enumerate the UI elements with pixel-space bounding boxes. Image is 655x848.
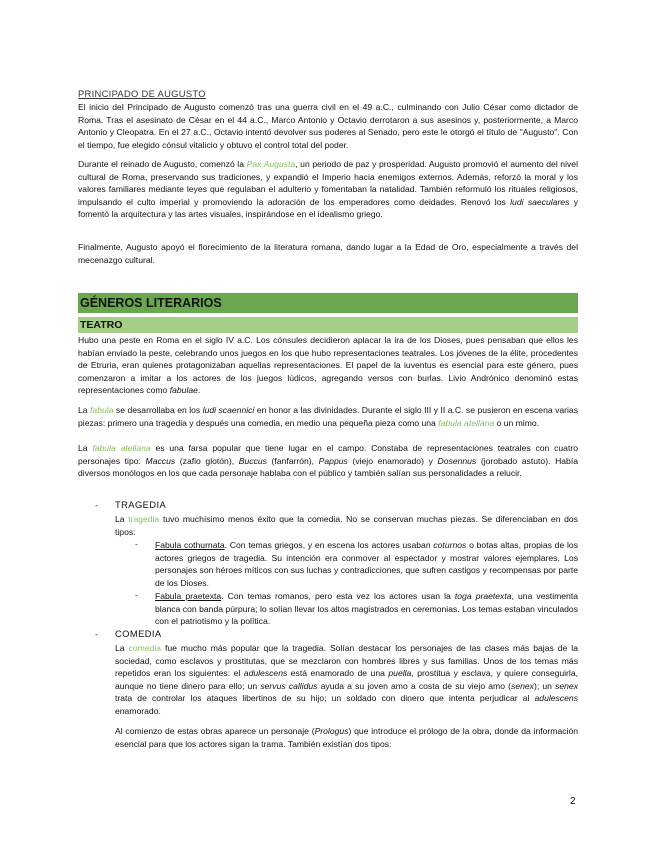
paragraph-principado <box>78 101 578 151</box>
term-fabula-praetexta: Fabula praetexta <box>155 591 222 601</box>
text: enamorado. <box>115 705 161 716</box>
term-prologus: Prologus <box>314 726 349 736</box>
text: La <box>115 514 129 524</box>
paragraph-praetexta <box>155 590 578 628</box>
term-fabula-cothurnata: Fabula cothurnata <box>155 540 225 550</box>
text: se desarrollaba en los <box>113 405 203 415</box>
text: (zafio glotón), <box>175 455 239 466</box>
text: La <box>78 405 91 415</box>
paragraph-3: Finalmente, Augusto apoyó el florecimiento de la literatura romana, dando lugar a la Edad de Oro, especialmente a través del mecenazgo cultural. <box>78 242 578 265</box>
text: ayuda a su joven amo a costa de su viejo amo ( <box>317 680 512 691</box>
term-fabula: fabula <box>90 405 114 415</box>
heading-tragedia: TRAGEDIA <box>115 499 167 510</box>
bullet-dash: - <box>135 590 138 600</box>
text: (jorobado astuto). Había diversos monólogos en los que cada personaje hablaba con el público y también salían sus personalidades a relucir. <box>78 455 578 479</box>
term-ludi: ludi saeculares <box>510 196 570 207</box>
text: fue mucho más popular que la tragedia. Solían destacar los personajes de las clases más bajas de la sociedad, como esclavos y prostitutas, que se mezclaron con hombres libres y sus familias. Unos de los temas más repetidos eran los siguientes: el <box>115 643 578 679</box>
paragraph-fabula <box>78 404 578 429</box>
heading-generos-literarios: GÉNEROS LITERARIOS <box>78 293 578 313</box>
text: , una vestimenta blanca con banda púrpura; lo solían llevar los altos magistrados en ceremonias. Los temas estaban vinculados con el patriotismo y la política. <box>155 591 578 627</box>
text: . Con temas griegos, y en escena los actores usaban <box>224 540 434 550</box>
list-item-praetexta <box>155 590 578 628</box>
bullet-dash: - <box>95 500 98 510</box>
paragraph-6 <box>78 442 578 480</box>
text: Hubo una peste en Roma en el siglo IV a.C. Los cónsules decidieron aplacar la ira de los Dioses, pues pensaban que ellos les habían enviado la peste, celebrando unos juegos en los que hubo representaciones teatrales. Los jóvenes de la élite, procedentes de Etruria, eran quienes protagonizaban aquellas representaciones. El papel de la iuventus es esencial para este género, pues comenzaron a imitar a los actores de los juegos lúdicos, agregando versos con burlas. Livio Andrónico denominó estas representaciones como <box>78 335 578 396</box>
text: en honor a las divinidades. Durante el siglo III y II a.C. se pusieron en escena varias piezas: primero una tragedia y después una comedia, en medio una pequeña pieza como una <box>78 405 579 428</box>
text: , prostitua y esclava, y quiere conseguirla, aunque no tiene dinero para ello; un <box>115 668 578 691</box>
term-servus-callidus: servus callidus <box>260 680 318 691</box>
paragraph-tragedia <box>115 513 578 538</box>
paragraph-comedia-text <box>115 642 578 718</box>
paragraph-peste <box>78 334 578 397</box>
paragraph-finalmente <box>78 241 578 266</box>
text: (viejo enamorado) y <box>347 455 438 466</box>
paragraph-5 <box>78 404 578 429</box>
paragraph-cothurnata <box>155 539 578 589</box>
term-fabulae: fabulae <box>169 385 198 396</box>
term-coturnos: coturnos <box>433 540 467 550</box>
text: (fanfarrón), <box>266 455 319 466</box>
paragraph-tragedia-text <box>115 513 578 538</box>
paragraph-prologus-text <box>115 725 578 750</box>
term-dosennus: Dosennus <box>437 455 477 466</box>
text: La <box>115 643 129 653</box>
term-adulescens: adulescens <box>243 668 288 679</box>
term-fabula-atellana: fabula atellana <box>92 443 151 453</box>
text: o un mimo. <box>494 417 540 428</box>
term-toga-praetexta: toga praetexta <box>454 591 512 601</box>
paragraph-prologus <box>115 725 578 750</box>
term-ludi-scaennici: ludi scaennici <box>202 405 255 415</box>
section-heading: PRINCIPADO DE AUGUSTO <box>78 88 206 99</box>
term-senex: senex <box>511 680 534 691</box>
text: es una farsa popular que tiene lugar en el campo. Constaba de representaciones teatrales con cuatro personajes tipo: <box>78 443 578 466</box>
text: y fomentó la arquitectura y las artes visuales, inspirándose en el idealismo griego. <box>78 196 579 220</box>
heading-comedia: COMEDIA <box>115 628 162 639</box>
term-comedia: comedia <box>128 643 162 653</box>
page-number: 2 <box>570 796 576 807</box>
term-puella: puella <box>388 668 412 679</box>
term-tragedia: tragedia <box>128 514 160 524</box>
paragraph-2 <box>78 158 578 221</box>
text: trata de controlar los ataques libertinos de su hijo; un soldado con dinero que intenta perjudicar al <box>115 693 535 704</box>
term-maccus: Maccus <box>145 455 176 466</box>
bullet-dash: - <box>95 629 98 639</box>
paragraph-4 <box>78 334 578 397</box>
paragraph-1: El inicio del Principado de Augusto comenzó tras una guerra civil en el 49 a.C., culminando con Julio César como dictador de Roma. Tras el asesinato de César en el 44 a.C., Marco Antonio y Octavio derrotaron a sus asesinos y, posteriormente, a Marco Antonio y Cleopatra. En el 27 a.C., Octavio intentó devolver sus poderes al Senado, pero este le otorgó el título de "Augusto". Con el tiempo, fue elegido cónsul vitalicio y obtuvo el control total del poder. <box>78 102 578 150</box>
bullet-dash: - <box>135 539 138 549</box>
text: o botas altas, propias de los actores griegos de tragedia. Su intención era conmover al espectador y mostrar valores ejemplares. Los personajes son héroes míticos con sus luchas y contradicciones, que sufren castigos y recompensas por parte de los Dioses. <box>155 540 578 588</box>
list-item-cothurnata <box>155 539 578 589</box>
text: , un periodo de paz y prosperidad. Augusto promovió el aumento del nivel cultural de Roma, preservando sus tradiciones, y expandió el Imperio hacia enemigos externos. Además, reforzó la moral y los valores familiares mediante leyes que regulaban el adulterio y fomentaban la natalidad. También reformuló los rituales religiosos, impulsando el culto imperial y promoviendo la adoración de los emperadores como deidades. Renovó los <box>78 159 578 207</box>
heading-teatro: TEATRO <box>78 317 578 333</box>
term-pax-augusta: Pax Augusta <box>246 159 296 169</box>
text: La <box>78 443 93 453</box>
paragraph-atellana <box>78 442 578 480</box>
text: está enamorado de una <box>287 668 389 679</box>
term-fabula-atellana: fabula atellana <box>438 417 495 428</box>
term-buccus: Buccus <box>238 455 267 466</box>
text: . <box>197 385 201 396</box>
text: . Con temas romanos, pero esta vez los actores usan la <box>221 591 455 601</box>
term-adulescens: adulescens <box>534 693 578 704</box>
text: ) que introduce el prólogo de la obra, donde da información esencial para que los actores sigan la trama. También existían dos tipos: <box>115 726 579 749</box>
text: tuvo muchísimo menos éxito que la comedia. No se conservan muchas piezas. Se diferenciaban en dos tipos: <box>115 514 578 537</box>
text: ); un <box>533 680 556 691</box>
term-senex: senex <box>555 680 578 691</box>
paragraph-comedia <box>115 642 578 718</box>
text: Durante el reinado de Augusto, comenzó la <box>78 159 247 169</box>
term-pappus: Pappus <box>318 455 348 466</box>
paragraph-reinado <box>78 158 578 221</box>
text: Al comienzo de estas obras aparece un personaje ( <box>115 726 315 736</box>
